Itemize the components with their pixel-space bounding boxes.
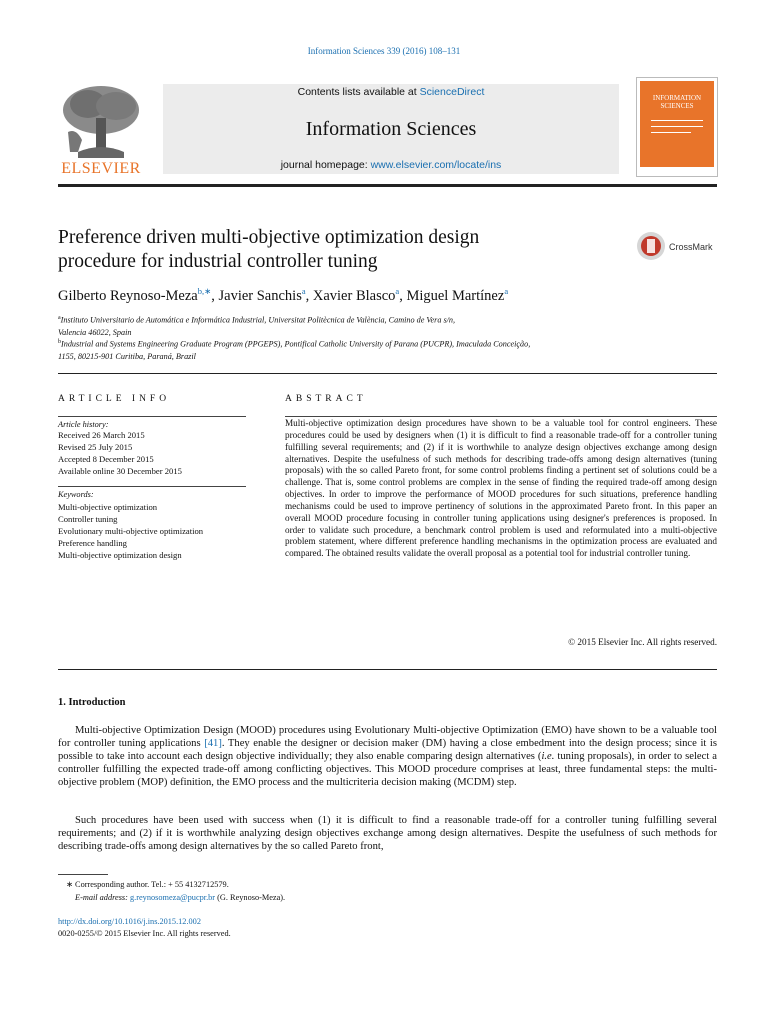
abstract-rule xyxy=(285,416,717,417)
keywords-rule xyxy=(58,486,246,487)
email-owner: (G. Reynoso-Meza). xyxy=(215,893,286,902)
contents-line xyxy=(163,86,619,98)
cover-rule xyxy=(651,132,691,133)
footnote-mark: ∗ xyxy=(66,880,73,889)
title-line: procedure for industrial controller tuning xyxy=(58,251,378,272)
intro-paragraph-1 xyxy=(58,724,717,789)
sciencedirect-link[interactable]: ScienceDirect xyxy=(419,86,485,98)
author-name: Miguel Martínez xyxy=(406,287,505,304)
author-separator: , xyxy=(305,287,313,304)
author-separator: , xyxy=(211,287,219,304)
keywords-label: Keywords: xyxy=(58,490,94,499)
affiliation-b xyxy=(58,336,718,363)
email-label: E-mail address: xyxy=(75,893,128,902)
affiliation-mark: b xyxy=(58,339,61,345)
paragraph-text: . They enable the designer or decision maker (DM) having a close embedment into the design process; since it is possible to take into account each design objective individually; they also enable comparing design alternatives ( xyxy=(58,738,718,763)
title-line: Preference driven multi-objective optimization design xyxy=(58,227,480,248)
author-name: Xavier Blasco xyxy=(312,287,396,304)
homepage-prefix: journal homepage: xyxy=(280,159,371,171)
history-item: Available online 30 December 2015 xyxy=(58,466,182,476)
section-divider xyxy=(58,669,717,670)
issn-line: 0020-0255/© 2015 Elsevier Inc. All rights reserved. xyxy=(58,929,231,938)
email-link[interactable]: g.reynosomeza@pucpr.br xyxy=(130,893,216,902)
article-title xyxy=(58,226,618,274)
section-heading-introduction: 1. Introduction xyxy=(58,697,126,708)
journal-reference[interactable]: Information Sciences 339 (2016) 108–131 xyxy=(307,46,461,56)
author-affiliation-mark[interactable]: b,∗ xyxy=(197,286,212,296)
history-item: Revised 25 July 2015 xyxy=(58,442,133,452)
homepage-link[interactable]: www.elsevier.com/locate/ins xyxy=(370,159,502,171)
author-list xyxy=(58,286,508,305)
paragraph-text: tuning proposals), in order to select a controller fulfilling the expected trade-off among conflicting objectives. This MOOD procedure comprises at least, three fundamental steps: the multi-objective problem (MOP) definition, the EMO process and the multicriteria decision making (MCDM) step. xyxy=(58,751,717,789)
section-divider xyxy=(58,373,717,374)
history-item: Accepted 8 December 2015 xyxy=(58,454,154,464)
author-affiliation-mark[interactable]: a xyxy=(395,286,400,296)
publisher-logo-text: ELSEVIER xyxy=(61,160,141,177)
affiliation-line: 1155, 80215-901 Curitiba, Paraná, Brazil xyxy=(58,351,196,361)
author-separator: , xyxy=(399,287,407,304)
paragraph-text: Multi-objective Optimization Design (MOOD) procedures using Evolutionary Multi-objective Optimization (EMO) have shown to be a valuable tool for controller tuning applications xyxy=(58,725,717,750)
author-name: Javier Sanchis xyxy=(218,287,302,304)
journal-banner xyxy=(163,84,619,174)
keyword-item: Multi-objective optimization xyxy=(58,502,158,512)
abstract-text: Multi-objective optimization design procedures have shown to be a valuable tool for control engineers. These procedures could be used by designers when (1) it is difficult to find a reasonable trade-off for a controller tuning fulfilling several requirements; and (2) if it is worthwhile to analyze design objectives exchange among design alternatives. Despite the usefulness of such methods for describing trade-offs among design alternatives (tuning proposals) with the so called Pareto front, for some control problems finding a pertinent set of solutions could be a challenge. That is, some control problems are complex in the sense of finding the required trade-off among design objectives. In order to improve the performance of MOOD procedures for such situations, preference handling mechanisms could be used to improve pertinency of solutions in the approximated Pareto front. In this paper an overall MOOD procedure focusing in controller tuning applications using designer's preferences is proposed. In order to validate such procedure, a benchmark control problem is used and reformulated into a multi-objective problem statement, where different preference handling mechanisms in the optimization process are evaluated and compared. The obtained results validate the overall proposal as a potential tool for industrial controller tuning. xyxy=(285,418,717,559)
affiliation-mark: a xyxy=(58,315,61,321)
abstract-copyright: © 2015 Elsevier Inc. All rights reserved. xyxy=(568,637,717,647)
journal-name: Information Sciences xyxy=(305,118,477,140)
doi-link[interactable]: http://dx.doi.org/10.1016/j.ins.2015.12.002 xyxy=(58,917,201,926)
journal-cover-thumbnail[interactable] xyxy=(636,77,718,177)
article-info-heading: ARTICLE INFO xyxy=(58,394,171,404)
homepage-line xyxy=(163,159,619,171)
corresponding-footnote xyxy=(66,879,229,891)
email-footnote xyxy=(75,892,285,904)
keyword-item: Preference handling xyxy=(58,538,127,548)
affiliation-a xyxy=(58,312,718,339)
author-affiliation-mark[interactable]: a xyxy=(301,286,306,296)
crossmark-icon xyxy=(636,231,666,261)
history-item: Received 26 March 2015 xyxy=(58,430,145,440)
article-info-rule xyxy=(58,416,246,417)
contents-prefix: Contents lists available at xyxy=(297,86,420,98)
history-label: Article history: xyxy=(58,420,109,429)
keyword-item: Controller tuning xyxy=(58,514,118,524)
affiliation-line: Industrial and Systems Engineering Graduate Program (PPGEPS), Pontifical Catholic University of Parana (PUCPR), Imaculada Conceição, xyxy=(61,339,531,349)
keyword-item: Evolutionary multi-objective optimization xyxy=(58,526,204,536)
affiliation-line: Valencia 46022, Spain xyxy=(58,327,132,337)
abstract-heading: ABSTRACT xyxy=(285,394,367,404)
author-affiliation-mark[interactable]: a xyxy=(504,286,509,296)
affiliation-line: Instituto Universitario de Automática e Informática Industrial, Universitat Politècnica de València, Camino de Vera s/n, xyxy=(60,315,456,325)
footnote-rule xyxy=(58,874,108,875)
footnote-text: Corresponding author. Tel.: + 55 4132712579. xyxy=(75,880,229,889)
author-name: Gilberto Reynoso-Meza xyxy=(58,287,198,304)
citation-link[interactable]: [41] xyxy=(204,738,222,750)
elsevier-logo[interactable] xyxy=(58,82,144,180)
crossmark-label: CrossMark xyxy=(669,242,713,252)
paragraph-text: i.e. xyxy=(541,751,555,763)
keyword-item: Multi-objective optimization design xyxy=(58,550,182,560)
cover-title: INFORMATION SCIENCES xyxy=(652,94,702,110)
cover-rule xyxy=(651,126,703,127)
intro-paragraph-2: Such procedures have been used with success when (1) it is difficult to find a reasonable trade-off for a controller tuning fulfilling several requirements; and (2) if it is worthwhile analyzing design objectives exchange among design alternatives. Despite the usefulness of such methods for describing trade-offs among design alternatives by the so called Pareto front, xyxy=(58,815,717,853)
cover-rule xyxy=(651,120,703,121)
header-divider xyxy=(58,184,717,187)
crossmark-badge[interactable] xyxy=(636,231,720,261)
